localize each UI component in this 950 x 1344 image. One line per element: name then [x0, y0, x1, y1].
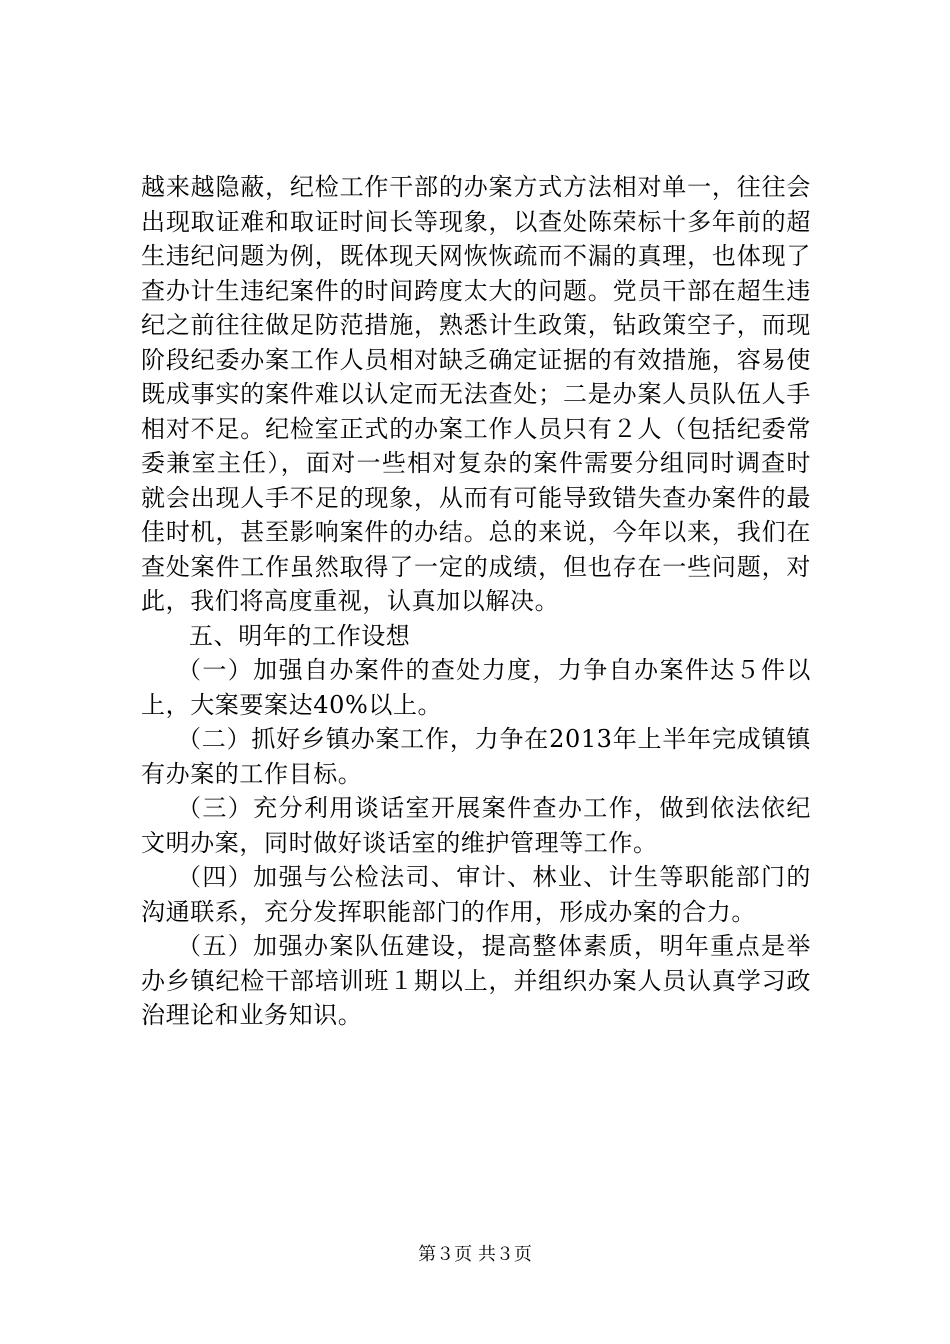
page-number-footer: 第３页 共３页 [418, 1244, 532, 1265]
list-item-4: （四）加强与公检法司、审计、林业、计生等职能部门的沟通联系，充分发挥职能部门的作用，形成办案的合力。 [141, 863, 811, 926]
list-item-3: （三）充分利用谈话室开展案件查办工作，做到依法依纪文明办案，同时做好谈话室的维护管理等工作。 [141, 794, 811, 857]
list-item-1: （一）加强自办案件的查处力度，力争自办案件达５件以上，大案要案达40%以上。 [141, 656, 811, 719]
section-heading: 五、明年的工作设想 [189, 621, 411, 650]
list-item-5: （五）加强办案队伍建设，提高整体素质，明年重点是举办乡镇纪检干部培训班１期以上，并组织办案人员认真学习政治理论和业务知识。 [141, 932, 811, 1029]
list-item-2: （二）抓好乡镇办案工作，力争在2013年上半年完成镇镇有办案的工作目标。 [141, 725, 811, 788]
document-body [141, 170, 811, 1033]
paragraph-continued: 越来越隐蔽，纪检工作干部的办案方式方法相对单一，往往会出现取证难和取证时间长等现象，以查处陈荣标十多年前的超生违纪问题为例，既体现天网恢恢疏而不漏的真理，也体现了查办计生违纪案件的时间跨度太大的问题。党员干部在超生违纪之前往往做足防范措施，熟悉计生政策，钻政策空子，而现阶段纪委办案工作人员相对缺乏确定证据的有效措施，容易使既成事实的案件难以认定而无法查处；二是办案人员队伍人手相对不足。纪检室正式的办案工作人员只有２人（包括纪委常委兼室主任），面对一些相对复杂的案件需要分组同时调查时就会出现人手不足的现象，从而有可能导致错失查办案件的最佳时机，甚至影响案件的办结。总的来说，今年以来，我们在查处案件工作虽然取得了一定的成绩，但也存在一些问题，对此，我们将高度重视，认真加以解决。 [141, 173, 811, 615]
